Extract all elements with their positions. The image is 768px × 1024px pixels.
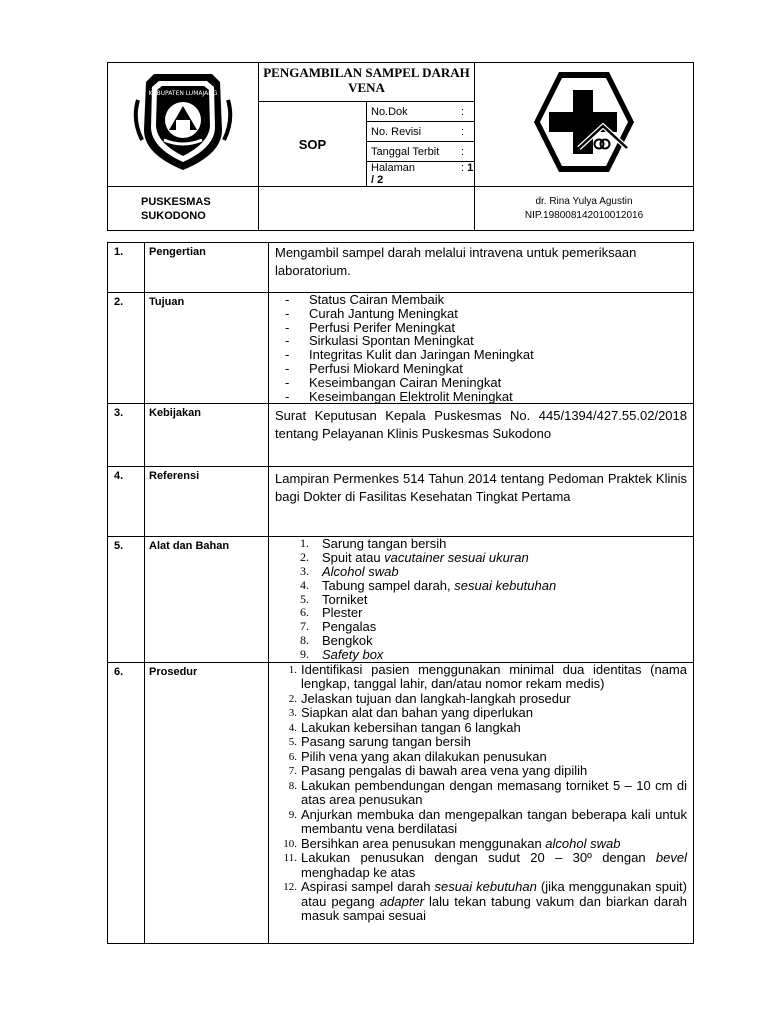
logo-ring-text: KABUPATEN LUMAJANG <box>148 90 218 97</box>
item-number: 2. <box>300 550 309 565</box>
item-number: 7. <box>288 765 297 778</box>
item-text: Identifikasi pasien menggunakan minimal dua identitas (nama lengkap, tanggal lahir, dan/atau nomor rekam medis) <box>301 661 687 692</box>
item-text-italic: sesuai kebutuhan <box>434 879 537 895</box>
item-number: 10. <box>283 837 297 850</box>
item-text: Tabung sampel darah, <box>322 577 455 593</box>
item-text: Pilih vena yang akan dilakukan penusukan <box>301 748 547 764</box>
meta-no-revisi <box>367 122 474 142</box>
item-number: 11. <box>283 852 297 865</box>
meta-no-dok <box>367 102 474 122</box>
list-item <box>300 550 687 566</box>
list-item: - Curah Jantung Meningkat <box>285 307 687 321</box>
item-number: 3. <box>288 707 297 720</box>
list-item <box>300 591 687 607</box>
list-item: - Sirkulasi Spontan Meningkat <box>285 334 687 348</box>
item-number: 4. <box>300 577 309 592</box>
meta-sep: : <box>461 125 465 138</box>
list-item <box>288 734 687 750</box>
lumajang-regency-logo-icon <box>124 70 242 174</box>
list-item <box>283 835 687 852</box>
list-item <box>288 661 687 692</box>
item-text: Sarung tangan bersih <box>322 536 447 552</box>
item-number: 7. <box>300 619 309 634</box>
puskesmas-logo-cell <box>475 63 694 187</box>
item-text-italic: alcohol swab <box>545 835 621 851</box>
section-row-alat-dan-bahan <box>108 537 694 662</box>
meta-key: No.Dok <box>371 105 408 118</box>
section-number: 6. <box>108 662 145 943</box>
organization-line-2: SUKODONO <box>141 209 206 222</box>
list-item <box>300 577 687 593</box>
list-item <box>288 705 687 721</box>
alat-bahan-list <box>275 537 687 661</box>
regency-logo-cell <box>108 63 259 187</box>
section-label: Prosedur <box>145 662 269 943</box>
list-item <box>300 536 687 552</box>
organization-name <box>108 187 259 231</box>
section-list-cell <box>269 293 694 404</box>
organization-line-1: PUSKESMAS <box>141 195 211 208</box>
section-row-tujuan <box>108 293 694 404</box>
item-text: (jika menggunakan spuit) atau pegang <box>301 879 687 909</box>
section-row-referensi <box>108 467 694 537</box>
item-text-italic: sesuai kebutuhan <box>454 577 557 593</box>
document-meta-cell <box>367 102 475 187</box>
section-label: Referensi <box>145 467 269 537</box>
meta-sep: : <box>461 162 465 174</box>
section-row-kebijakan <box>108 404 694 467</box>
list-item <box>300 646 687 662</box>
item-text: Spuit atau <box>322 550 385 566</box>
signatory <box>475 187 694 231</box>
section-label: Alat dan Bahan <box>145 537 269 662</box>
item-text: Jelaskan tujuan dan langkah-langkah prosedur <box>301 690 571 706</box>
item-text: Torniket <box>322 591 368 607</box>
section-list-cell <box>269 662 694 943</box>
item-number: 6. <box>300 605 309 620</box>
item-text-italic: Safety box <box>322 646 384 662</box>
list-item: - Perfusi Perifer Meningkat <box>285 321 687 335</box>
item-text: Lakukan penusukan dengan sudut 20 – 30º dengan <box>301 850 656 866</box>
item-text-italic: Alcohol swab <box>322 563 399 579</box>
item-text: Pengalas <box>322 619 377 635</box>
section-number: 1. <box>108 243 145 293</box>
section-row-pengertian <box>108 243 694 293</box>
item-number: 8. <box>288 779 297 792</box>
item-text: Plester <box>322 605 363 621</box>
item-text: Lakukan kebersihan tangan 6 langkah <box>301 719 521 735</box>
item-text: Pasang pengalas di bawah area vena yang dipilih <box>301 763 588 779</box>
item-number: 6. <box>288 750 297 763</box>
item-number: 4. <box>288 721 297 734</box>
list-item <box>283 850 687 880</box>
section-number: 2. <box>108 293 145 404</box>
blank-cell <box>259 187 475 231</box>
item-number: 9. <box>300 646 309 661</box>
meta-tanggal-terbit <box>367 142 474 162</box>
item-number: 1. <box>300 536 309 551</box>
item-text: Bersihkan area penusukan menggunakan <box>301 835 546 851</box>
meta-value: 1 / 2 <box>371 162 474 186</box>
item-number: 2. <box>288 692 297 705</box>
list-item: - Status Cairan Membaik <box>285 293 687 307</box>
item-number: 5. <box>300 591 309 606</box>
section-text: Mengambil sampel darah melalui intravena untuk pemeriksaan laboratorium. <box>269 243 694 293</box>
list-item <box>288 806 687 837</box>
list-item <box>300 605 687 621</box>
list-item: - Keseimbangan Elektrolit Meningkat <box>285 390 687 404</box>
puskesmas-cross-logo-icon <box>531 68 637 176</box>
tujuan-list <box>275 293 687 403</box>
list-item: - Perfusi Miokard Meningkat <box>285 362 687 376</box>
item-number: 12. <box>283 881 297 894</box>
item-text: Anjurkan membuka dan mengepalkan tangan beberapa kali untuk membantu vena berdilatasi <box>301 806 687 837</box>
list-item <box>283 879 688 924</box>
list-item: - Keseimbangan Cairan Meningkat <box>285 376 687 390</box>
prosedur-list <box>275 663 687 924</box>
item-text-italic: adapter <box>379 893 424 909</box>
section-number: 3. <box>108 404 145 467</box>
item-text: Aspirasi sampel darah <box>301 879 435 895</box>
meta-key: Halaman <box>371 162 416 174</box>
meta-key: Tanggal Terbit <box>371 145 440 158</box>
meta-key: No. Revisi <box>371 125 422 138</box>
list-item <box>288 719 687 736</box>
item-text-italic: bevel <box>655 850 687 866</box>
document-title: PENGAMBILAN SAMPEL DARAH VENA <box>259 63 475 102</box>
sop-content-table <box>107 242 694 944</box>
list-item <box>288 763 687 779</box>
signer-nip: NIP.198008142010012016 <box>524 209 644 221</box>
item-text: menghadap ke atas <box>301 864 416 880</box>
signer-name: dr. Rina Yulya Agustin <box>535 195 633 207</box>
list-item <box>300 619 687 635</box>
list-item: - Integritas Kulit dan Jaringan Meningkat <box>285 348 687 362</box>
section-list-cell <box>269 537 694 662</box>
sop-label: SOP <box>259 102 367 187</box>
section-text: Surat Keputusan Kepala Puskesmas No. 445/1394/427.55.02/2018 tentang Pelayanan Klinis Puskesmas Sukodono <box>269 404 694 467</box>
item-number: 5. <box>288 736 297 749</box>
item-number: 9. <box>288 808 297 821</box>
section-label: Tujuan <box>145 293 269 404</box>
item-text: lalu tekan tabung vakum dan biarkan darah masuk sampai sesuai <box>301 893 688 924</box>
item-text: Lakukan pembendungan dengan memasang torniket 5 – 10 cm di atas area penusukan <box>301 777 687 808</box>
section-text: Lampiran Permenkes 514 Tahun 2014 tentang Pedoman Praktek Klinis bagi Dokter di Fasilitas Kesehatan Tingkat Pertama <box>269 467 694 537</box>
item-text: Bengkok <box>322 632 373 648</box>
document-meta-table <box>367 102 474 186</box>
item-number: 1. <box>288 663 297 676</box>
meta-sep: : <box>461 145 465 158</box>
item-text-italic: vacutainer sesuai ukuran <box>384 550 529 566</box>
list-item <box>300 563 687 579</box>
item-number: 3. <box>300 563 309 578</box>
list-item <box>288 777 687 808</box>
list-item <box>300 632 687 648</box>
item-number: 8. <box>300 632 309 647</box>
meta-sep: : <box>461 105 465 118</box>
section-label: Kebijakan <box>145 404 269 467</box>
section-number: 4. <box>108 467 145 537</box>
section-row-prosedur <box>108 662 694 943</box>
list-item <box>288 690 687 707</box>
meta-halaman <box>367 162 474 187</box>
document-header-table <box>107 62 694 231</box>
list-item <box>288 748 687 765</box>
item-text: Pasang sarung tangan bersih <box>301 734 471 750</box>
section-label: Pengertian <box>145 243 269 293</box>
section-number: 5. <box>108 537 145 662</box>
item-text: Siapkan alat dan bahan yang diperlukan <box>301 705 534 721</box>
